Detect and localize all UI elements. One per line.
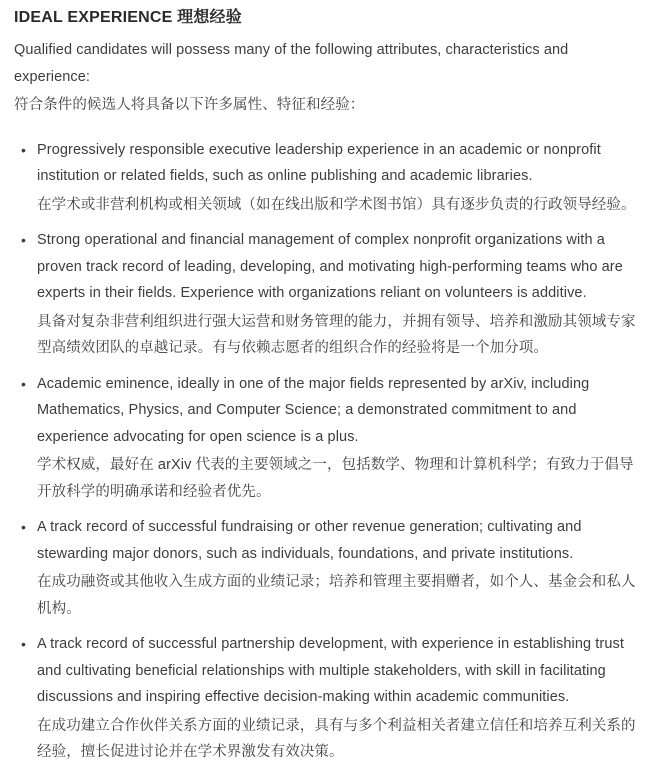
- bullet-icon: •: [21, 636, 26, 652]
- list-item: [14, 227, 648, 362]
- section-heading: IDEAL EXPERIENCE 理想经验: [14, 9, 242, 26]
- bullet-text-en: A track record of successful partnership development, with experience in establishing trust and cultivating beneficial relationships with multiple stakeholders, with skill in facilitating discussions and inspiring effective decision-making within academic communities.: [37, 636, 624, 705]
- bullet-icon: •: [21, 519, 26, 535]
- intro-paragraph-zh: 符合条件的候选人将具备以下许多属性、特征和经验：: [14, 97, 365, 113]
- bullet-text-en: Academic eminence, ideally in one of the major fields represented by arXiv, including Mathematics, Physics, and Computer Science; a demonstrated commitment to and experience advocating for open science is a plus.: [37, 375, 590, 445]
- bullet-text-zh: 在成功融资或其他收入生成方面的业绩记录；培养和管理主要捐赠者，如个人、基金会和私人机构。: [37, 574, 636, 617]
- list-item: [14, 514, 648, 622]
- bullet-text-zh: 在成功建立合作伙伴关系方面的业绩记录，具有与多个利益相关者建立信任和培养互利关系的经验，擅长促进讨论并在学术界激发有效决策。: [37, 717, 636, 760]
- intro-paragraph-en: Qualified candidates will possess many of the following attributes, characteristics and experience:: [14, 42, 569, 85]
- list-item: [14, 137, 648, 219]
- bullet-icon: •: [21, 232, 26, 248]
- bullet-text-zh: 学术权威，最好在 arXiv 代表的主要领域之一，包括数学、物理和计算机科学；有致力于倡导开放科学的明确承诺和经验者优先。: [37, 457, 634, 500]
- bullet-text-zh: 具备对复杂非营利组织进行强大运营和财务管理的能力，并拥有领导、培养和激励其领域专家型高绩效团队的卓越记录。有与依赖志愿者的组织合作的经验将是一个加分项。: [37, 313, 636, 356]
- bullet-icon: •: [21, 375, 26, 392]
- bullet-text-en: Strong operational and financial management of complex nonprofit organizations with a proven track record of leading, developing, and motivating high-performing teams who are experts in their fields. Experience with organizations reliant on volunteers is additive.: [37, 232, 623, 301]
- list-item: [14, 371, 648, 506]
- bullet-text-en: Progressively responsible executive leadership experience in an academic or nonprofit institution or related fields, such as online publishing and academic libraries.: [37, 141, 601, 184]
- bullet-icon: •: [21, 141, 26, 158]
- bullet-text-en: A track record of successful fundraising or other revenue generation; cultivating and stewarding major donors, such as individuals, foundations, and private institutions.: [37, 519, 582, 562]
- attributes-list: [14, 137, 648, 766]
- bullet-text-zh: 在学术或非营利机构或相关领域（如在线出版和学术图书馆）具有逐步负责的行政领导经验。: [37, 196, 636, 213]
- list-item: [14, 631, 648, 766]
